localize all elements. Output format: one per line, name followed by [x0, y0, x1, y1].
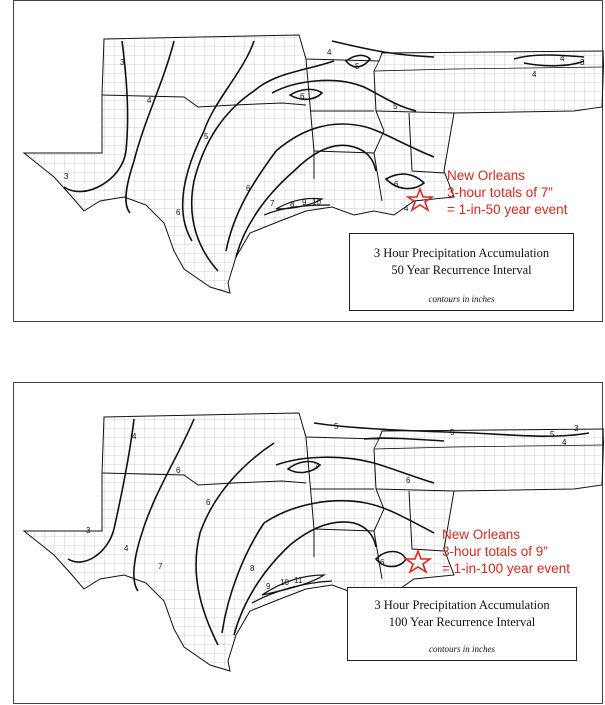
map-legend — [349, 233, 574, 311]
legend-title-line-2: 100 Year Recurrence Interval — [388, 615, 536, 629]
callout-line-2: 3-hour totals of 7” — [447, 185, 553, 200]
map-legend — [347, 587, 577, 661]
contour-label: 6 — [206, 498, 211, 507]
contour-label: 5 — [204, 132, 209, 141]
contour-label: 5 — [393, 102, 398, 111]
contour-label: 11 — [294, 576, 303, 585]
contour-label: 6 — [176, 466, 181, 475]
callout-line-3: = 1-in-50 year event — [447, 202, 568, 217]
contour-label: 4 — [560, 54, 565, 63]
contour-label: 10 — [312, 198, 321, 207]
contour-label: 6 — [300, 92, 305, 101]
contour-label: 3 — [574, 424, 579, 433]
contour-label: 7 — [158, 562, 163, 571]
new-orleans-callout — [442, 526, 570, 577]
contour-label: 4 — [132, 432, 137, 441]
contour-label: 6 — [406, 476, 411, 485]
contour-label: 4 — [124, 544, 129, 553]
contour-label: 6 — [394, 180, 399, 189]
contour-label: 4 — [532, 70, 537, 79]
contour-label: 5 — [355, 62, 360, 71]
callout-place: New Orleans — [442, 527, 521, 542]
contour-label: 5 — [450, 428, 455, 437]
contour-label: 4 — [147, 96, 152, 105]
contour-label: 9 — [302, 198, 307, 207]
contour-label: 10 — [280, 578, 289, 587]
legend-title-line-1: 3 Hour Precipitation Accumulation — [373, 246, 550, 260]
callout-line-3: = 1-in-100 year event — [442, 561, 570, 576]
legend-title-line-2: 50 Year Recurrence Interval — [391, 263, 532, 277]
legend-units-note: contours in inches — [428, 294, 495, 304]
callout-place: New Orleans — [447, 168, 526, 183]
map-panel-100-year — [13, 382, 603, 704]
legend-units-note: contours in inches — [429, 644, 495, 654]
legend-title-line-1: 3 Hour Precipitation Accumulation — [374, 598, 550, 612]
contour-label: 3 — [580, 58, 585, 67]
contour-label: 4 — [404, 204, 409, 213]
callout-line-2: 3-hour totals of 9” — [442, 544, 548, 559]
contour-label: 8 — [290, 200, 295, 209]
contour-label: 5 — [334, 422, 339, 431]
contour-label: 6 — [246, 184, 251, 193]
contour-label: 5 — [550, 430, 555, 439]
map-panel-50-year — [13, 0, 603, 322]
contour-label: 9 — [266, 582, 271, 591]
contour-label: 3 — [64, 172, 69, 181]
contour-label: 3 — [86, 526, 91, 535]
contour-label: 3 — [120, 58, 125, 67]
new-orleans-callout — [447, 167, 567, 218]
contour-label: 4 — [562, 438, 567, 447]
contour-label: 7 — [314, 462, 319, 471]
contour-label: 7 — [270, 199, 275, 208]
contour-label: 6 — [176, 208, 181, 217]
contour-label: 8 — [250, 564, 255, 573]
contour-label: 6 — [380, 558, 385, 567]
contour-label: 4 — [327, 48, 332, 57]
